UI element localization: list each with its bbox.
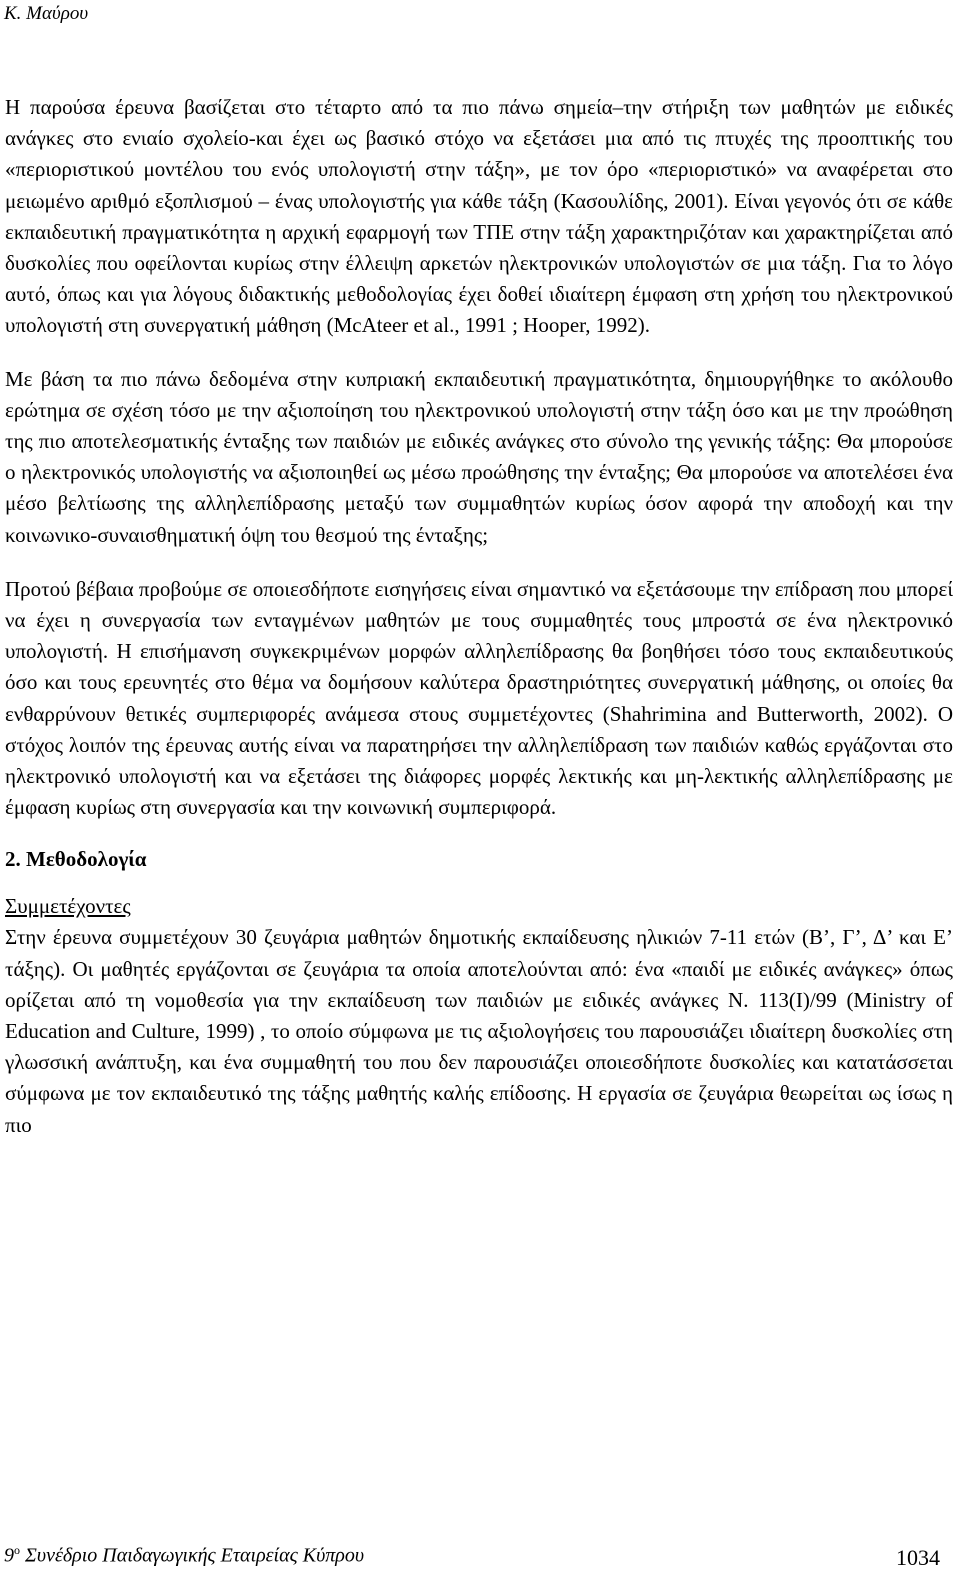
running-header (4, 2, 88, 26)
section-heading-methodology: 2. Μεθοδολογία (5, 847, 147, 872)
paragraph-research-question: Με βάση τα πιο πάνω δεδομένα στην κυπριακή εκπαιδευτική πραγματικότητα, δημιουργήθηκε το ακόλουθο ερώτημα σε σχέση τόσο με την αξιοποίηση του ηλεκτρονικού υπολογιστή στην τάξη όσο και με την προώθηση της πιο αποτελεσματικής ένταξης των παιδιών με ειδικές ανάγκες στο σύνολο της γενικής τάξης: Θα μπορούσε ο ηλεκτρονικός υπολογιστής να αξιοποιηθεί ως μέσω προώθησης την ένταξης; Θα μπορούσε να αποτελέσει ένα μέσο βελτίωσης της αλληλεπίδρασης μεταξύ των συμμαθητών κυρίως όσον αφορά την αποδοχή και την κοινωνικο-συναισθηματική όψη του θεσμού της ένταξης; (5, 366, 953, 547)
footer-conference-name: Συνέδριο Παιδαγωγικής Εταιρείας Κύπρου (25, 1544, 365, 1567)
footer-conference-superscript: ο (14, 1543, 20, 1557)
paragraph-participants: Στην έρευνα συμμετέχουν 30 ζευγάρια μαθητών δημοτικής εκπαίδευσης ηλικιών 7-11 ετών (Β’, Γ’, Δ’ και Ε’ τάξης). Οι μαθητές εργάζονται σε ζευγάρια τα οποία αποτελούνται από: ένα «παιδί με ειδικές ανάγκες» όπως ορίζεται από τη νομοθεσία για την εκπαίδευση των παιδιών με ειδικές ανάγκες Ν. 113(Ι)/99 (Ministry of Education and Culture, 1999) , το οποίο σύμφωνα με τις αξιολογήσεις του παρουσιάζει ιδιαίτερη δυσκολίες στη γλωσσική ανάπτυξη, και ένα συμμαθητή του που δεν παρουσιάζει οποιεσδήποτε δυσκολίες και κατατάσσεται σύμφωνα με τον εκπαιδευτικό της τάξης μαθητής καλής επίδοσης. Η εργασία σε ζευγάρια θεωρείται ως ίσως η πιο (5, 925, 953, 1137)
page-number: 1034 (896, 1545, 940, 1570)
paragraph-research-aim: Προτού βέβαια προβούμε σε οποιεσδήποτε εισηγήσεις είναι σημαντικό να εξετάσουμε την επίδραση που μπορεί να έχει η συνεργασία των ενταγμένων μαθητών με τους συμμαθητές τους μπροστά σε ένα ηλεκτρονικό υπολογιστή. Η επισήμανση συγκεκριμένων μορφών αλληλεπίδρασης θα βοηθήσει τόσο τους εκπαιδευτικούς όσο και τους ερευνητές στο θέμα να δομήσουν καλύτερα δραστηριότητες συνεργατική μάθησης, οι οποίες θα ενθαρρύνουν θετικές συμπεριφορές ανάμεσα στους συμμετέχοντες (Shahrimina and Butterworth, 2002). Ο στόχος λοιπόν της έρευνας αυτής είναι να παρατηρήσει την αλληλεπίδραση των παιδιών καθώς εργάζονται στο ηλεκτρονικό υπολογιστή και να εξετάσει της διάφορες μορφές λεκτικής και μη-λεκτικής αλληλεπίδρασης με έμφαση κυρίως στη συνεργασία και την κοινωνική συμπεριφορά. (5, 576, 953, 820)
page-footer (4, 1541, 940, 1571)
document-body (5, 92, 953, 1141)
subheading-participants: Συμμετέχοντες (5, 894, 131, 919)
paragraph-intro: Η παρούσα έρευνα βασίζεται στο τέταρτο από τα πιο πάνω σημεία–την στήριξη των μαθητών με ειδικές ανάγκες στο ενιαίο σχολείο-και έχει ως βασικό στόχο να εξετάσει μια από τις πτυχές της προοπτικής του «περιοριστικού μοντέλου του ενός υπολογιστή στην τάξη», με τον όρο «περιοριστικό» να αναφέρεται στο μειωμένο αριθμό εξοπλισμού – ένας υπολογιστής για κάθε τάξη (Κασουλίδης, 2001). Είναι γεγονός ότι σε κάθε εκπαιδευτική πραγματικότητα η αρχική εφαρμογή των ΤΠΕ στην τάξη χαρακτηριζόταν και χαρακτηρίζεται από δυσκολίες που οφείλονται κυρίως στην έλλειψη αρκετών ηλεκτρονικών υπολογιστών σε μια τάξη. Για το λόγο αυτό, όπως και για λόγους διδακτικής μεθοδολογίας έχει δοθεί ιδιαίτερη έμφαση στη χρήση του ηλεκτρονικού υπολογιστή στη συνεργατική μάθηση (McAteer et al., 1991 ; Hooper, 1992). (5, 95, 953, 338)
footer-conference-number: 9 (4, 1544, 14, 1567)
footer-conference (4, 1543, 364, 1568)
running-header-author: Κ. Μαύρου (4, 3, 89, 24)
